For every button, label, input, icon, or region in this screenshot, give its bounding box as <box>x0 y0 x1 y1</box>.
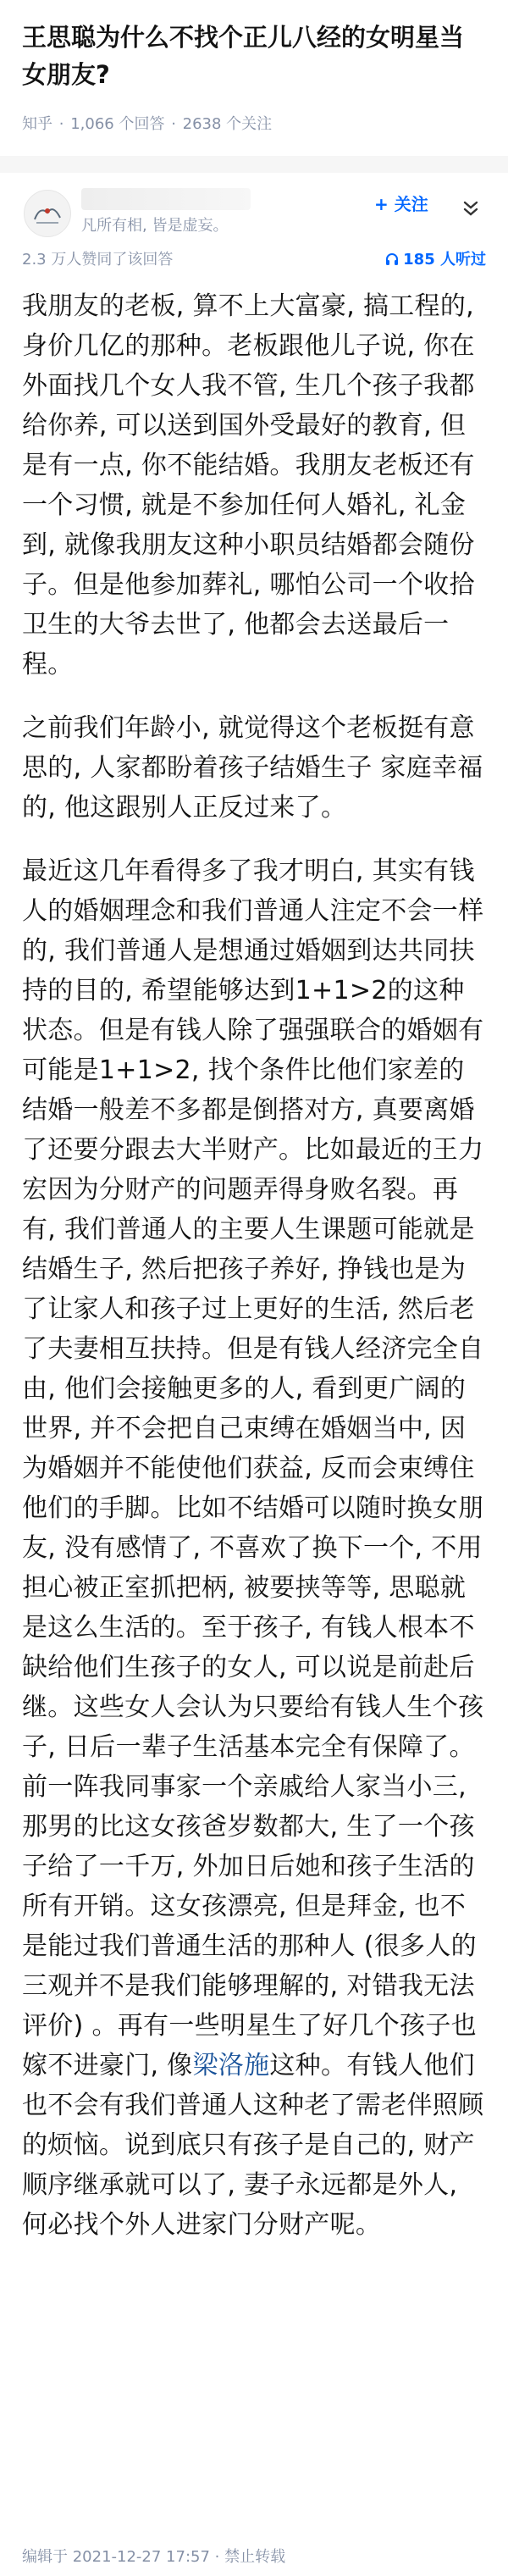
upvote-count: 2.3 万人赞同了该回答 <box>22 251 174 269</box>
paragraph-text: 最近这几年看得多了我才明白, 其实有钱人的婚姻理念和我们普通人注定不会一样的, 我们普通人是想通过婚姻到达共同扶持的目的, 希望能够达到1+1>2的这种状态。但是有钱人除了强强联合的婚姻有可能是1+1>2, 找个条件比他们家差的结婚一般差不多都是倒搭对方, 真要离婚了还要分跟去大半财产。比如最近的王力宏因为分财产的问题弄得身败名裂。再有, 我们普通人的主要人生课题可能就是结婚生子, 然后把孩子养好, 挣钱也是为了让家人和孩子过上更好的生活, 然后老了夫妻相互扶持。但是有钱人经济完全自由, 他们会接触更多的人, 看到更广阔的世界, 并不会把自己束缚在婚姻当中, 因为婚姻并不能使他们获益, 反而会束缚住他们的手脚。比如不结婚可以随时换女朋友, 没有感情了, 不喜欢了换下一个, 不用担心被正室抓把柄, 被要挟等等, 思聪就是这么生活的。至于孩子, 有钱人根本不缺给他们生孩子的女人, 可以说是前赴后继。这些女人会认为只要给有钱人生个孩子, 日后一辈子生活基本完全有保障了。前一阵我同事家一个亲戚给人家当小三, 那男的比这女孩爸岁数都大, 生了一个孩子给了一千万, 外加日后她和孩子生活的所有开销。这女孩漂亮, 但是拜金, 也不是能过我们普通生活的那种人 (很多人的三观并不是我们能够理解的, 对错我无法评价) 。再有一些明星生了好几个孩子也嫁不进豪门, 像 <box>22 856 484 2080</box>
author-card <box>15 185 493 244</box>
answer-count[interactable]: 1,066 个回答 <box>70 115 165 133</box>
author-bio: 凡所有相, 皆是虚妄。 <box>81 217 229 235</box>
answer-meta <box>22 247 486 273</box>
answer-paragraph: 之前我们年龄小, 就觉得这个老板挺有意思的, 人家都盼着孩子结婚生子 家庭幸福的, 他这跟别人正反过来了。 <box>22 713 483 823</box>
section-divider <box>0 156 508 173</box>
question-title[interactable]: 王思聪为什么不找个正儿八经的女明星当女朋友? <box>22 23 465 89</box>
answer-paragraph: 我朋友的老板, 算不上大富豪, 搞工程的, 身价几亿的那种。老板跟他儿子说, 你在外面找几个女人我不管, 生几个孩子我都给你养, 可以送到国外受最好的教育, 但是有一点, 你不能结婚。我朋友老板还有一个习惯, 就是不参加任何人婚礼, 礼金到, 就像我朋友这种小职员结婚都会随份子。但是他参加葬礼, 哪怕公司一个收拾卫生的大爷去世了, 他都会去送最后一程。 <box>22 291 475 679</box>
source-label[interactable]: 知乎 <box>22 115 52 133</box>
author-name[interactable] <box>81 188 251 210</box>
answer-content <box>22 286 486 2269</box>
question-meta: 知乎 · 1,066 个回答 · 2638 个关注 <box>22 115 273 133</box>
listen-count: 185 人听过 <box>403 251 486 269</box>
headphones-icon <box>384 252 400 267</box>
chevron-down-icon[interactable] <box>459 197 483 220</box>
answer-paragraph <box>22 851 486 2245</box>
listen-button[interactable] <box>384 247 486 273</box>
paragraph-text: 这种。有钱人他们也不会有我们普通人这种老了需老伴照顾的烦恼。说到底只有孩子是自己的, 财产顺序继承就可以了, 妻子永远都是外人, 何必找个外人进家门分财产呢。 <box>22 2051 484 2240</box>
avatar-icon[interactable] <box>24 190 71 237</box>
person-link[interactable]: 梁洛施 <box>192 2051 270 2080</box>
follower-count: 2638 个关注 <box>182 115 273 133</box>
edit-timestamp: 编辑于 2021-12-27 17:57 · 禁止转载 <box>22 2548 286 2566</box>
follow-button[interactable]: + 关注 <box>374 194 428 214</box>
